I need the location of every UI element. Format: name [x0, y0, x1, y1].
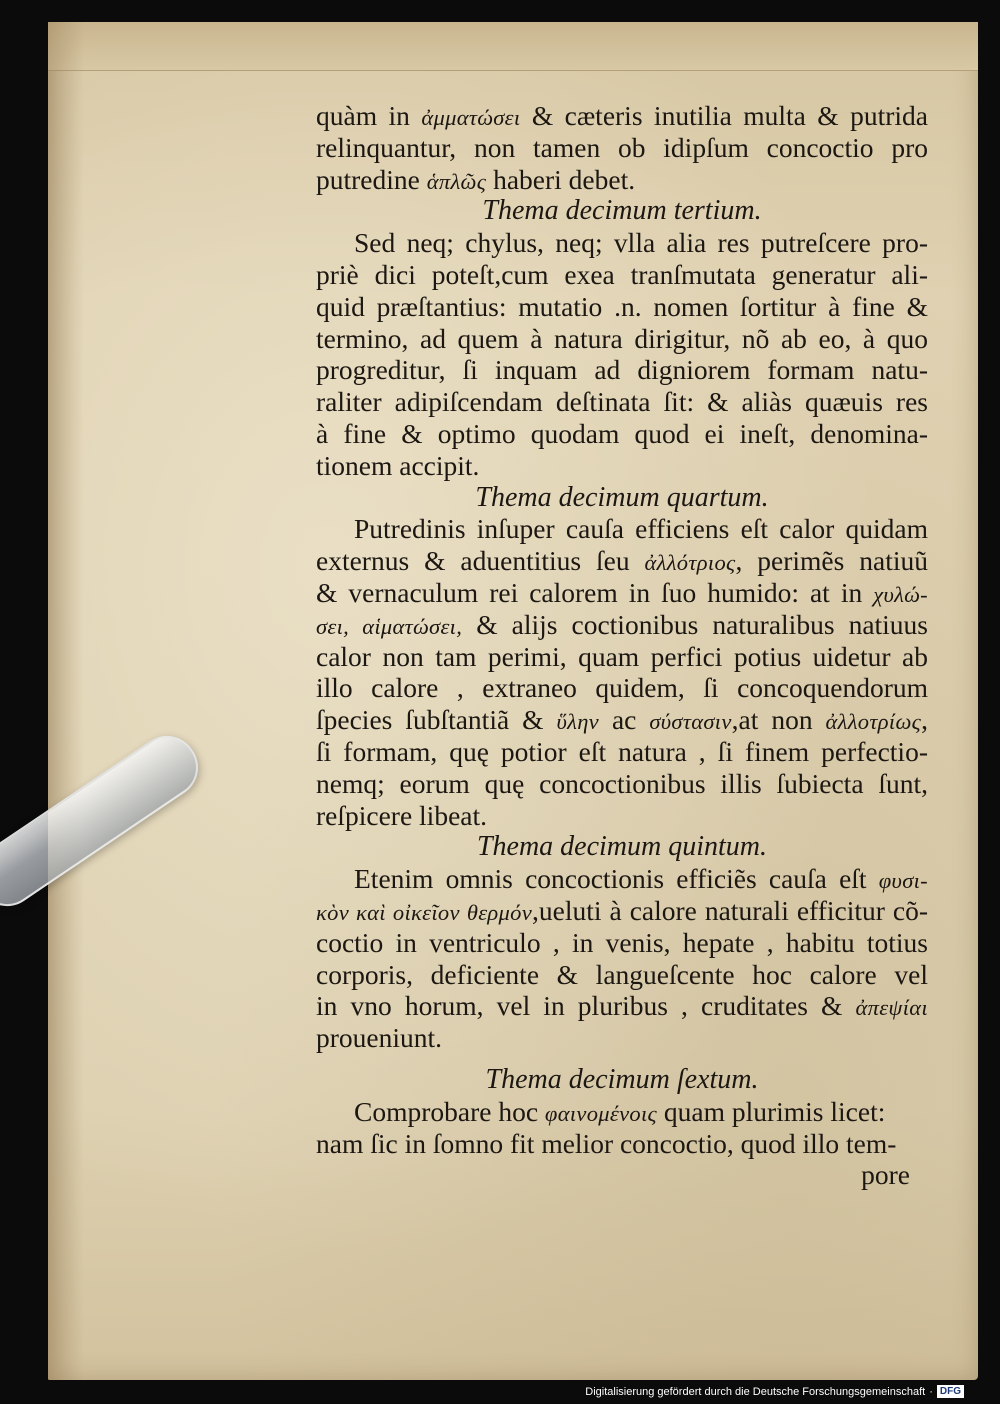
- latin-text: Etenim omnis concoctionis efficiẽs cauſa eſt: [354, 863, 879, 895]
- latin-text: proueniunt.: [316, 1022, 443, 1054]
- text-line: [316, 990, 928, 1022]
- text-line: [316, 1128, 928, 1160]
- text-line: [316, 927, 928, 959]
- latin-text: ac: [599, 704, 650, 736]
- text-line: [316, 323, 928, 355]
- text-line: [316, 164, 928, 196]
- heading-thema-16: Thema decimum ſextum.: [485, 1063, 759, 1095]
- latin-text: tionem accipit.: [316, 449, 480, 481]
- text-line: [316, 672, 928, 704]
- text-line: [316, 641, 928, 673]
- heading-thema-13: Thema decimum tertium.: [482, 195, 762, 227]
- text-line: [316, 450, 928, 482]
- latin-text: reſpicere libeat.: [316, 799, 488, 831]
- latin-text: ,: [921, 704, 928, 736]
- paragraph-thema-15: [316, 863, 928, 1054]
- text-line: [316, 863, 928, 895]
- latin-text: à fine & optimo quodam quod ei ineſt, denomina-: [316, 417, 928, 449]
- greek-term: φαινομένοις: [544, 1100, 657, 1126]
- text-line: [316, 132, 928, 164]
- text-line: [316, 800, 928, 832]
- latin-text: ,ueluti à calore naturali efficitur cõ-: [532, 894, 928, 926]
- text-line: [316, 768, 928, 800]
- latin-text: nemq; eorum quę concoctionibus illis ſubiecta ſunt,: [316, 767, 928, 799]
- heading-thema-14: Thema decimum quartum.: [475, 481, 769, 513]
- latin-text: corporis, deficiente & langueſcente hoc calore vel: [316, 958, 928, 990]
- text-line: [316, 100, 928, 132]
- text-line: [316, 1022, 928, 1054]
- latin-text: illo calore , extraneo quidem, ſi concoquendorum: [316, 672, 928, 704]
- heading-thema-15: Thema decimum quintum.: [476, 831, 768, 863]
- text-line: [316, 959, 928, 991]
- latin-text: & vernaculum rei calorem in ſuo humido: at in: [316, 576, 874, 608]
- latin-text: priè dici poteſt,cum exea tranſmutata generatur ali-: [316, 258, 928, 290]
- latin-text: Sed neq; chylus, neq; vlla alia res putreſcere pro-: [354, 227, 928, 259]
- latin-text: relinquantur, non tamen ob idipſum concoctio pro: [316, 131, 928, 163]
- latin-text: quàm in: [316, 100, 422, 131]
- latin-text: Putredinis inſuper cauſa efficiens eſt calor quidam: [354, 513, 928, 545]
- greek-term: ἁπλῶς: [426, 168, 487, 194]
- paragraph-intro: [316, 100, 928, 195]
- latin-text: ſi formam, quę potior eſt natura , ſi finem perfectio-: [316, 735, 928, 767]
- latin-text: coctio in ventriculo , in venis, hepate , habitu totius: [316, 926, 928, 958]
- text-line: [316, 609, 928, 641]
- page-fold-shadow: [48, 22, 84, 1380]
- latin-text: Comprobare hoc: [354, 1095, 545, 1127]
- latin-text: ,at non: [731, 704, 826, 736]
- text-line: [316, 418, 928, 450]
- latin-text: progreditur, ſi inquam ad digniorem formam natu-: [316, 354, 928, 386]
- greek-term: ἀλλοτρίως: [825, 709, 922, 735]
- text-line: [316, 545, 928, 577]
- greek-term: σύστασιν: [649, 709, 732, 735]
- catchword: pore: [861, 1159, 910, 1191]
- text-line: [316, 577, 928, 609]
- greek-term: ἀπεψίαι: [855, 995, 928, 1021]
- footer-credit: Digitalisierung gefördert durch die Deutsche Forschungsgemeinschaft: [585, 1385, 926, 1398]
- latin-text: externus & aduentitius ſeu: [316, 545, 645, 577]
- scanned-page: [48, 22, 978, 1380]
- text-line: [316, 291, 928, 323]
- latin-text: ſpecies ſubſtantiã &: [316, 704, 557, 736]
- latin-text: quid præſtantius: mutatio .n. nomen ſortitur à fine &: [316, 290, 928, 322]
- latin-text: nam ſic in ſomno fit melior concoctio, quod illo tem-: [316, 1127, 897, 1159]
- latin-text: calor non tam perimi, quam perfici potius uidetur ab: [316, 640, 928, 672]
- latin-text: , perimẽs natiuũ: [735, 545, 928, 577]
- dfg-logo: DFG: [937, 1385, 964, 1398]
- page-text: [316, 100, 928, 1191]
- latin-text: termino, ad quem à natura dirigitur, nõ ab eo, à quo: [316, 322, 928, 354]
- paragraph-thema-16: [316, 1096, 928, 1160]
- text-line: [316, 227, 928, 259]
- greek-term: χυλώ-: [873, 581, 928, 607]
- text-line: [316, 513, 928, 545]
- text-line: [316, 736, 928, 768]
- text-line: [316, 704, 928, 736]
- latin-text: raliter adipiſcendam deſtinata ſit: & aliàs quæuis res: [316, 386, 928, 418]
- text-line: [316, 895, 928, 927]
- latin-text: quam plurimis licet:: [656, 1095, 886, 1127]
- greek-term: φυσι-: [878, 868, 928, 894]
- text-line: [316, 354, 928, 386]
- greek-term: ὕλην: [556, 709, 599, 735]
- greek-term: κὸν καὶ οἰκεῖον θερμόν: [316, 899, 533, 925]
- text-line: [316, 386, 928, 418]
- latin-text: in vno horum, vel in pluribus , cruditates &: [316, 990, 856, 1022]
- text-line: [316, 259, 928, 291]
- greek-term: ἀλλότριος: [644, 550, 736, 576]
- text-line: [316, 1096, 928, 1128]
- paragraph-thema-13: [316, 227, 928, 481]
- latin-text: & cæteris inutilia multa & putrida: [520, 100, 928, 131]
- digitization-footer: Digitalisierung gefördert durch die Deutsche Forschungsgemeinschaft · DFG: [585, 1385, 964, 1398]
- latin-text: & alijs coctionibus naturalibus natiuus: [462, 608, 928, 640]
- latin-text: haberi debet.: [486, 163, 636, 195]
- greek-term: ἀμματώσει: [421, 105, 521, 130]
- latin-text: putredine: [316, 163, 427, 195]
- paragraph-thema-14: [316, 513, 928, 831]
- page-top-band: [48, 22, 978, 71]
- greek-term: σει, αἱματώσει,: [316, 613, 463, 639]
